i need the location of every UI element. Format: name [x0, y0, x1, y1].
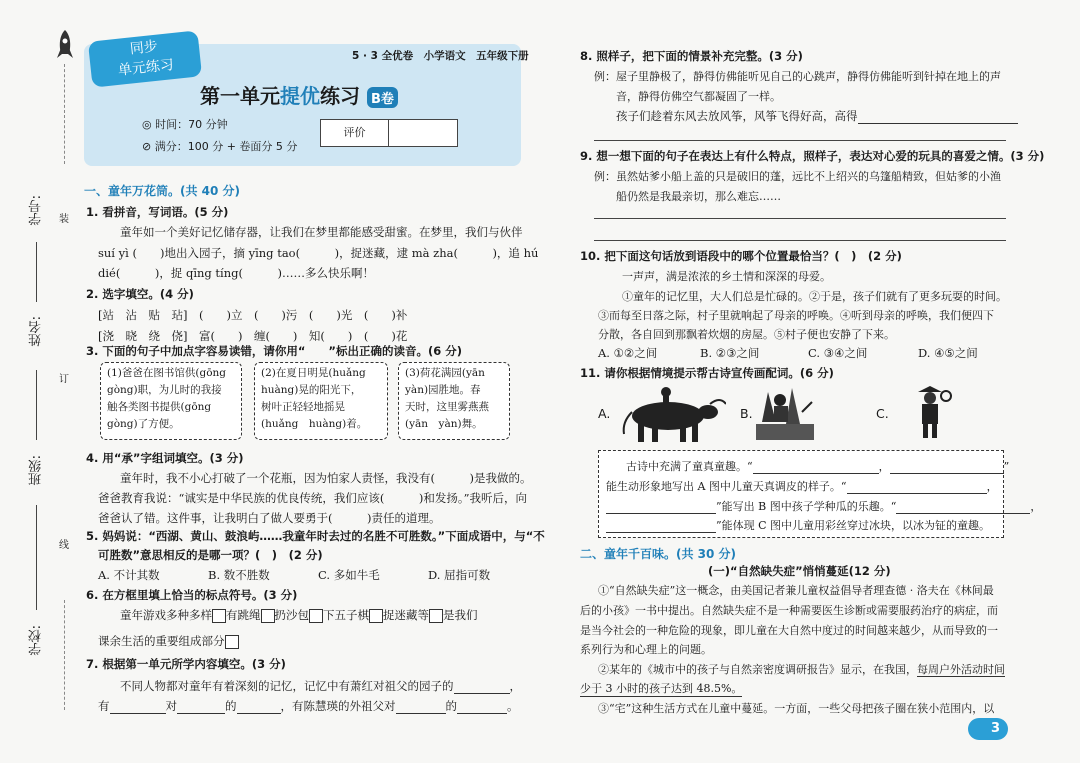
- q4-heading: 4. 用“承”字组词填空。(3 分): [86, 451, 244, 465]
- q10-option[interactable]: B. ②③之间: [700, 346, 760, 360]
- punct-box[interactable]: [225, 635, 239, 649]
- clock-icon: ◎: [142, 118, 152, 131]
- punct-box[interactable]: [369, 609, 383, 623]
- q10-option[interactable]: A. ①②之间: [598, 346, 658, 360]
- reading-subtitle: (一)“自然缺失症”悄悄蔓延(12 分): [708, 564, 891, 578]
- evaluation-box[interactable]: 评价: [320, 119, 458, 147]
- punct-box[interactable]: [261, 609, 275, 623]
- answer-line[interactable]: [594, 240, 1006, 241]
- score-info: ⊘ 满分：100 分 + 卷面分 5 分: [142, 140, 298, 153]
- unit-badge: 同步 单元练习: [88, 30, 202, 87]
- blank[interactable]: [454, 682, 510, 694]
- page-title: 第一单元提优练习 B卷: [200, 80, 398, 109]
- name-label: 姓名:: [29, 316, 44, 347]
- punct-box[interactable]: [309, 609, 323, 623]
- bind-mark: 线: [59, 540, 69, 551]
- page-number: 3: [968, 718, 1008, 740]
- q10-heading: 10. 把下面这句话放到语段中的哪个位置最恰当？( ) (2 分): [580, 249, 902, 263]
- punct-box[interactable]: [212, 609, 226, 623]
- punct-box[interactable]: [429, 609, 443, 623]
- q7-heading: 7. 根据第一单元所学内容填空。(3 分): [86, 657, 286, 671]
- check-icon: ⊘: [142, 140, 152, 153]
- q5-option[interactable]: A. 不计其数: [98, 568, 160, 582]
- answer-line[interactable]: [594, 140, 1006, 141]
- answer-line[interactable]: [594, 218, 1006, 219]
- answer-line[interactable]: [858, 112, 1018, 124]
- q3-box-2: (2)在夏日明晃(huǎng huàng)晃的阳光下， 树叶正轻轻地摇晃 (huǎng huàng)着。: [254, 362, 388, 440]
- time-info: ◎ 时间：70 分钟: [142, 118, 228, 131]
- volume-badge: B卷: [367, 87, 398, 108]
- bind-mark: 装: [59, 214, 69, 225]
- q5-heading: 5. 妈妈说：“西湖、黄山、鼓浪屿……我童年时去过的名胜不可胜数。”下面成语中，与“不: [86, 529, 545, 543]
- q5-option[interactable]: D. 屈指可数: [428, 568, 491, 582]
- q1-heading: 1. 看拼音，写词语。(5 分): [86, 205, 229, 219]
- q10-option[interactable]: C. ③④之间: [808, 346, 868, 360]
- q10-option[interactable]: D. ④⑤之间: [918, 346, 978, 360]
- q3-heading: 3. 下面的句子中加点字容易读错，请你用“ ”标出正确的读音。(6 分): [86, 344, 463, 358]
- series-title: 5 · 3 全优卷 小学语文 五年级下册: [352, 50, 529, 62]
- q5-option[interactable]: C. 多如牛毛: [318, 568, 380, 582]
- q6-heading: 6. 在方框里填上恰当的标点符号。(3 分): [86, 588, 298, 602]
- q9-heading: 9. 想一想下面的句子在表达上有什么特点，照样子，表达对心爱的玩具的喜爱之情。(3 分): [580, 149, 1045, 163]
- underlined-text: 每周户外活动时间: [917, 663, 1005, 676]
- underlined-text: 少于 3 小时的孩子达到 48.5%。: [580, 682, 743, 695]
- child-planting-melon-illustration: [756, 382, 814, 442]
- section1-title: 一、童年万花筒。(共 40 分): [84, 184, 241, 198]
- q6-line: 童年游戏多种多样 有跳绳 扔沙包 下五子棋 捉迷藏等 是我们: [120, 608, 478, 622]
- q3-box-1: (1)爸爸在图书馆供(gōng gòng)职，为儿时的我接 触各类图书提供(gōng gòng)了方便。: [100, 362, 242, 440]
- boy-on-buffalo-illustration: [618, 382, 726, 444]
- class-label: 班级:: [29, 455, 44, 486]
- q8-heading: 8. 照样子，把下面的情景补充完整。(3 分): [580, 49, 803, 63]
- rocket-icon: [54, 28, 76, 62]
- q2-heading: 2. 选字填空。(4 分): [86, 287, 194, 301]
- child-with-ice-illustration: [908, 382, 952, 442]
- section2-title: 二、童年千百味。(共 30 分): [580, 547, 737, 561]
- bind-mark: 订: [59, 374, 69, 385]
- q5-option[interactable]: B. 数不胜数: [208, 568, 270, 582]
- school-label: 学校:: [29, 625, 44, 656]
- q11-heading: 11. 请你根据情境提示帮古诗宣传画配词。(6 分): [580, 366, 834, 380]
- q3-box-3: (3)荷花满园(yān yàn)园胜地。春 天时，这里雾燕燕 (yān yàn)舞。: [398, 362, 510, 440]
- id-label: 学号:: [29, 195, 44, 226]
